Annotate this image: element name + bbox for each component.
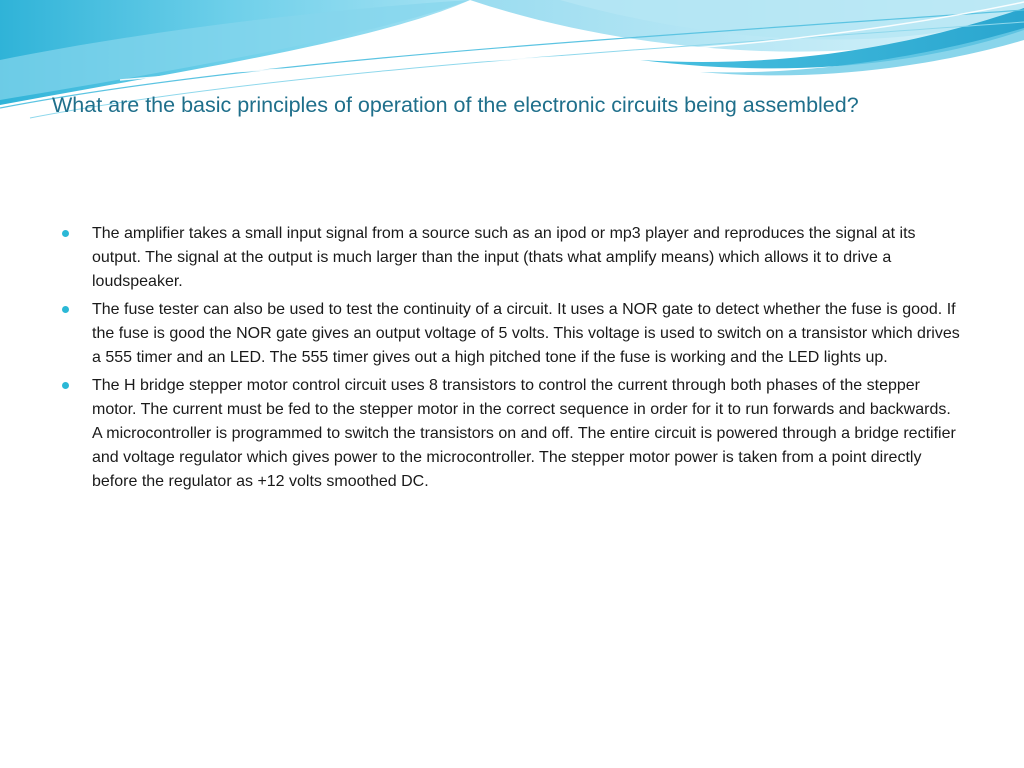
bullet-item-h-bridge: [60, 374, 960, 494]
slide-content: [60, 222, 960, 498]
bullet-text: The H bridge stepper motor control circuit uses 8 transistors to control the current through both phases of the stepper motor. The current must be fed to the stepper motor in the correct sequence in order for it to run forwards and backwards. A microcontroller is programmed to switch the transistors on and off. The entire circuit is powered through a bridge rectifier and voltage regulator which gives power to the microcontroller. The stepper motor power is taken from a point directly before the regulator as +12 volts smoothed DC.: [92, 377, 956, 490]
bullet-item-amplifier: [60, 222, 960, 294]
bullet-item-fuse-tester: [60, 298, 960, 370]
bullet-dot-icon: [62, 382, 69, 389]
bullet-dot-icon: [62, 230, 69, 237]
bullet-text: The amplifier takes a small input signal from a source such as an ipod or mp3 player and reproduces the signal at its output. The signal at the output is much larger than the input (thats what amplify means) which allows it to drive a loudspeaker.: [92, 225, 916, 290]
slide-title: What are the basic principles of operation of the electronic circuits being assembled?: [52, 93, 859, 117]
bullet-text: The fuse tester can also be used to test the continuity of a circuit. It uses a NOR gate to detect whether the fuse is good. If the fuse is good the NOR gate gives an output voltage of 5 volts. This voltage is used to switch on a transistor which drives a 555 timer and an LED. The 555 timer gives out a high pitched tone if the fuse is working and the LED lights up.: [92, 301, 960, 366]
bullet-dot-icon: [62, 306, 69, 313]
bullet-list: [60, 222, 960, 494]
